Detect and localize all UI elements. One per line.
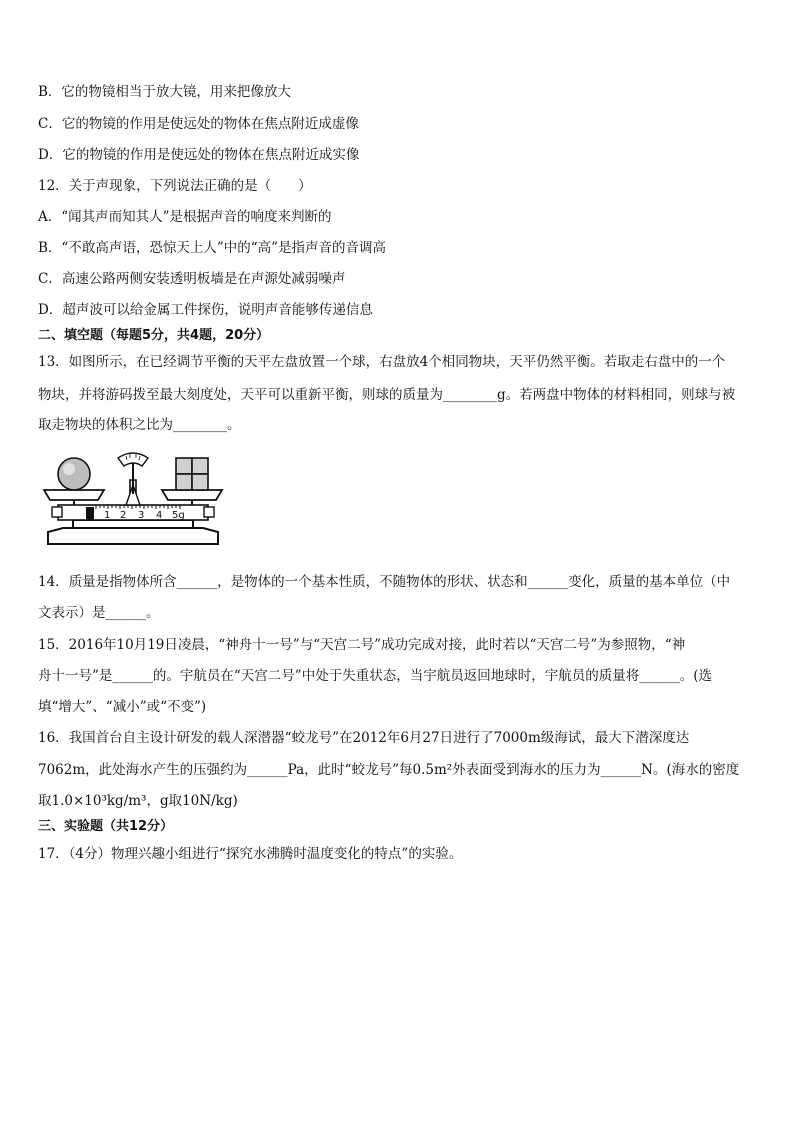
scale-label-5g: 5g (172, 510, 185, 521)
q15-line-1: 15．2016年10月19日凌晨，“神舟十一号”与“天宫二号”成功完成对接，此时若以“天宫二号”为参照物，“神 (38, 637, 686, 653)
q14-line-2: 文表示）是______。 (38, 605, 160, 621)
q16-line-3: 取1.0×10³kg/m³，g取10N/kg) (38, 793, 238, 809)
q13-line-2: 物块，并将游码拨至最大刻度处，天平可以重新平衡，则球的质量为________g。若两盘中物体的材料相同，则球与被 (38, 387, 736, 403)
q15-line-3: 填“增大”、“减小”或“不变”) (38, 699, 207, 715)
q13-line-1: 13．如图所示，在已经调节平衡的天平左盘放置一个球，右盘放4个相同物块，天平仍然平衡。若取走右盘中的一个 (38, 354, 726, 370)
q11-option-d: D．它的物镜的作用是使远处的物体在焦点附近成实像 (38, 147, 360, 163)
q12-stem: 12．关于声现象，下列说法正确的是（ ） (38, 178, 312, 194)
q11-option-b: B．它的物镜相当于放大镜，用来把像放大 (38, 84, 291, 100)
q11-option-c: C．它的物镜的作用是使远处的物体在焦点附近成虚像 (38, 116, 359, 132)
balance-scale-figure (38, 450, 228, 550)
q16-line-1: 16．我国首台自主设计研发的载人深潜器“蛟龙号”在2012年6月27日进行了7000m级海试，最大下潜深度达 (38, 730, 690, 746)
q12-option-b: B．“不敢高声语，恐惊天上人”中的“高”是指声音的音调高 (38, 240, 387, 256)
q13-line-3: 取走物块的体积之比为________。 (38, 417, 241, 433)
section-fill-in-heading: 二、填空题（每题5分，共4题，20分） (38, 328, 270, 343)
q16-line-2: 7062m，此处海水产生的压强约为______Pa，此时“蛟龙号”每0.5m²外表面受到海水的压力为______N。(海水的密度 (38, 762, 740, 778)
q14-line-1: 14．质量是指物体所含______，是物体的一个基本性质，不随物体的形状、状态和______变化，质量的基本单位（中 (38, 574, 731, 590)
scale-label-2: 2 (120, 510, 127, 521)
scale-label-3: 3 (138, 510, 145, 521)
scale-label-4: 4 (156, 510, 163, 521)
q15-line-2: 舟十一号”是______的。宇航员在“天宫二号”中处于失重状态，当宇航员返回地球时，宇航员的质量将______。(选 (38, 668, 712, 684)
q12-option-d: D．超声波可以给金属工件探伤，说明声音能够传递信息 (38, 302, 373, 318)
scale-label-1: 1 (104, 510, 111, 521)
q17-stem: 17．（4分）物理兴趣小组进行“探究水沸腾时温度变化的特点”的实验。 (38, 846, 463, 862)
balance-scale-illustration (38, 450, 228, 550)
q12-option-c: C．高速公路两侧安装透明板墙是在声源处减弱噪声 (38, 271, 346, 287)
q12-option-a: A．“闻其声而知其人”是根据声音的响度来判断的 (38, 209, 332, 225)
section-experiment-heading: 三、实验题（共12分） (38, 819, 174, 834)
